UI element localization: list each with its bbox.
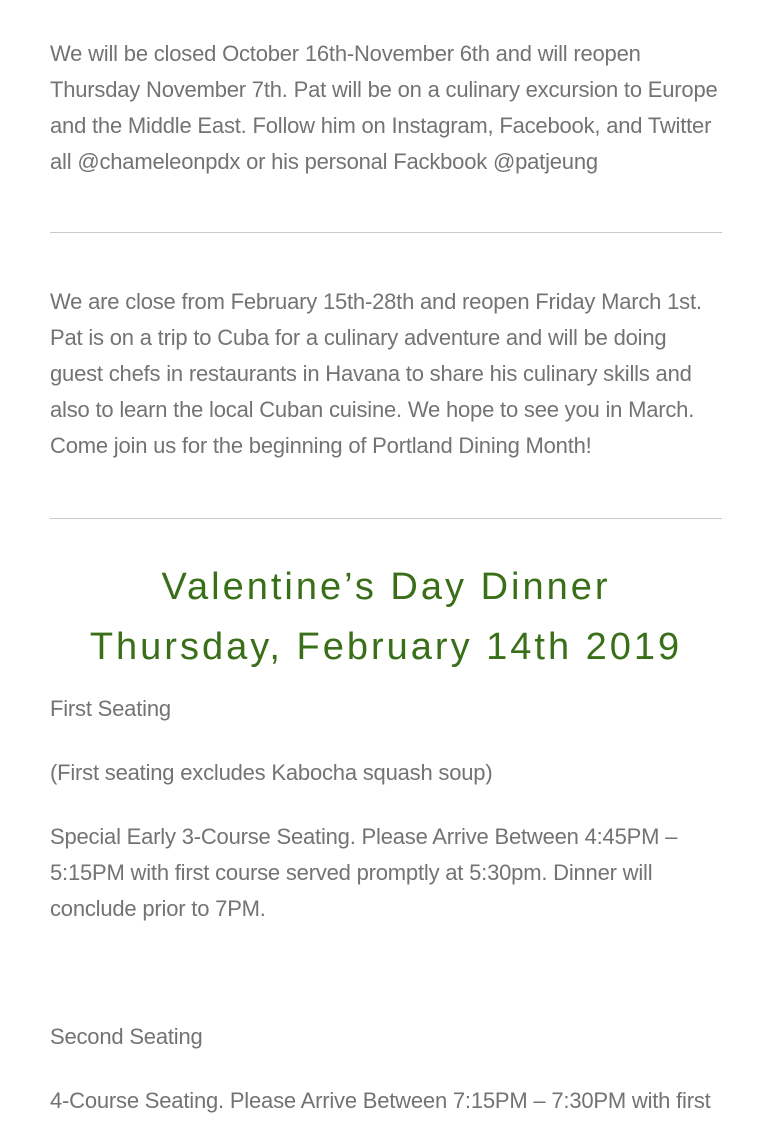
section-spacer (50, 955, 722, 1019)
event-title: Valentine’s Day Dinner (161, 566, 611, 608)
first-seating-details: Special Early 3-Course Seating. Please Arrive Between 4:45PM – 5:15PM with first course served promptly at 5:30pm. Dinner will conclude prior to 7PM. (50, 824, 678, 921)
second-seating-details: 4-Course Seating. Please Arrive Between 7:15PM – 7:30PM with first (50, 1088, 711, 1113)
closure-notice-february: We are close from February 15th-28th and reopen Friday March 1st. Pat is on a trip to Cuba for a culinary adventure and will be doing guest chefs in restaurants in Havana to share his culinary skills and also to learn the local Cuban cuisine. We hope to see you in March. Come join us for the beginning of Portland Dining Month! (50, 289, 702, 458)
divider (50, 232, 722, 233)
closure-notice-october: We will be closed October 16th-November 6th and will reopen Thursday November 7th. Pat will be on a culinary excursion to Europe and the Middle East. Follow him on Instagram, Facebook, and Twitter all @chameleonpdx or his personal Fackbook @patjeung (50, 41, 718, 174)
first-seating-label: First Seating (50, 696, 171, 721)
main-content (50, 36, 722, 1147)
first-seating-note: (First seating excludes Kabocha squash soup) (50, 760, 493, 785)
event-heading (50, 557, 722, 677)
second-seating-label: Second Seating (50, 1024, 203, 1049)
divider (50, 518, 722, 519)
event-date: Thursday, February 14th 2019 (89, 626, 683, 668)
